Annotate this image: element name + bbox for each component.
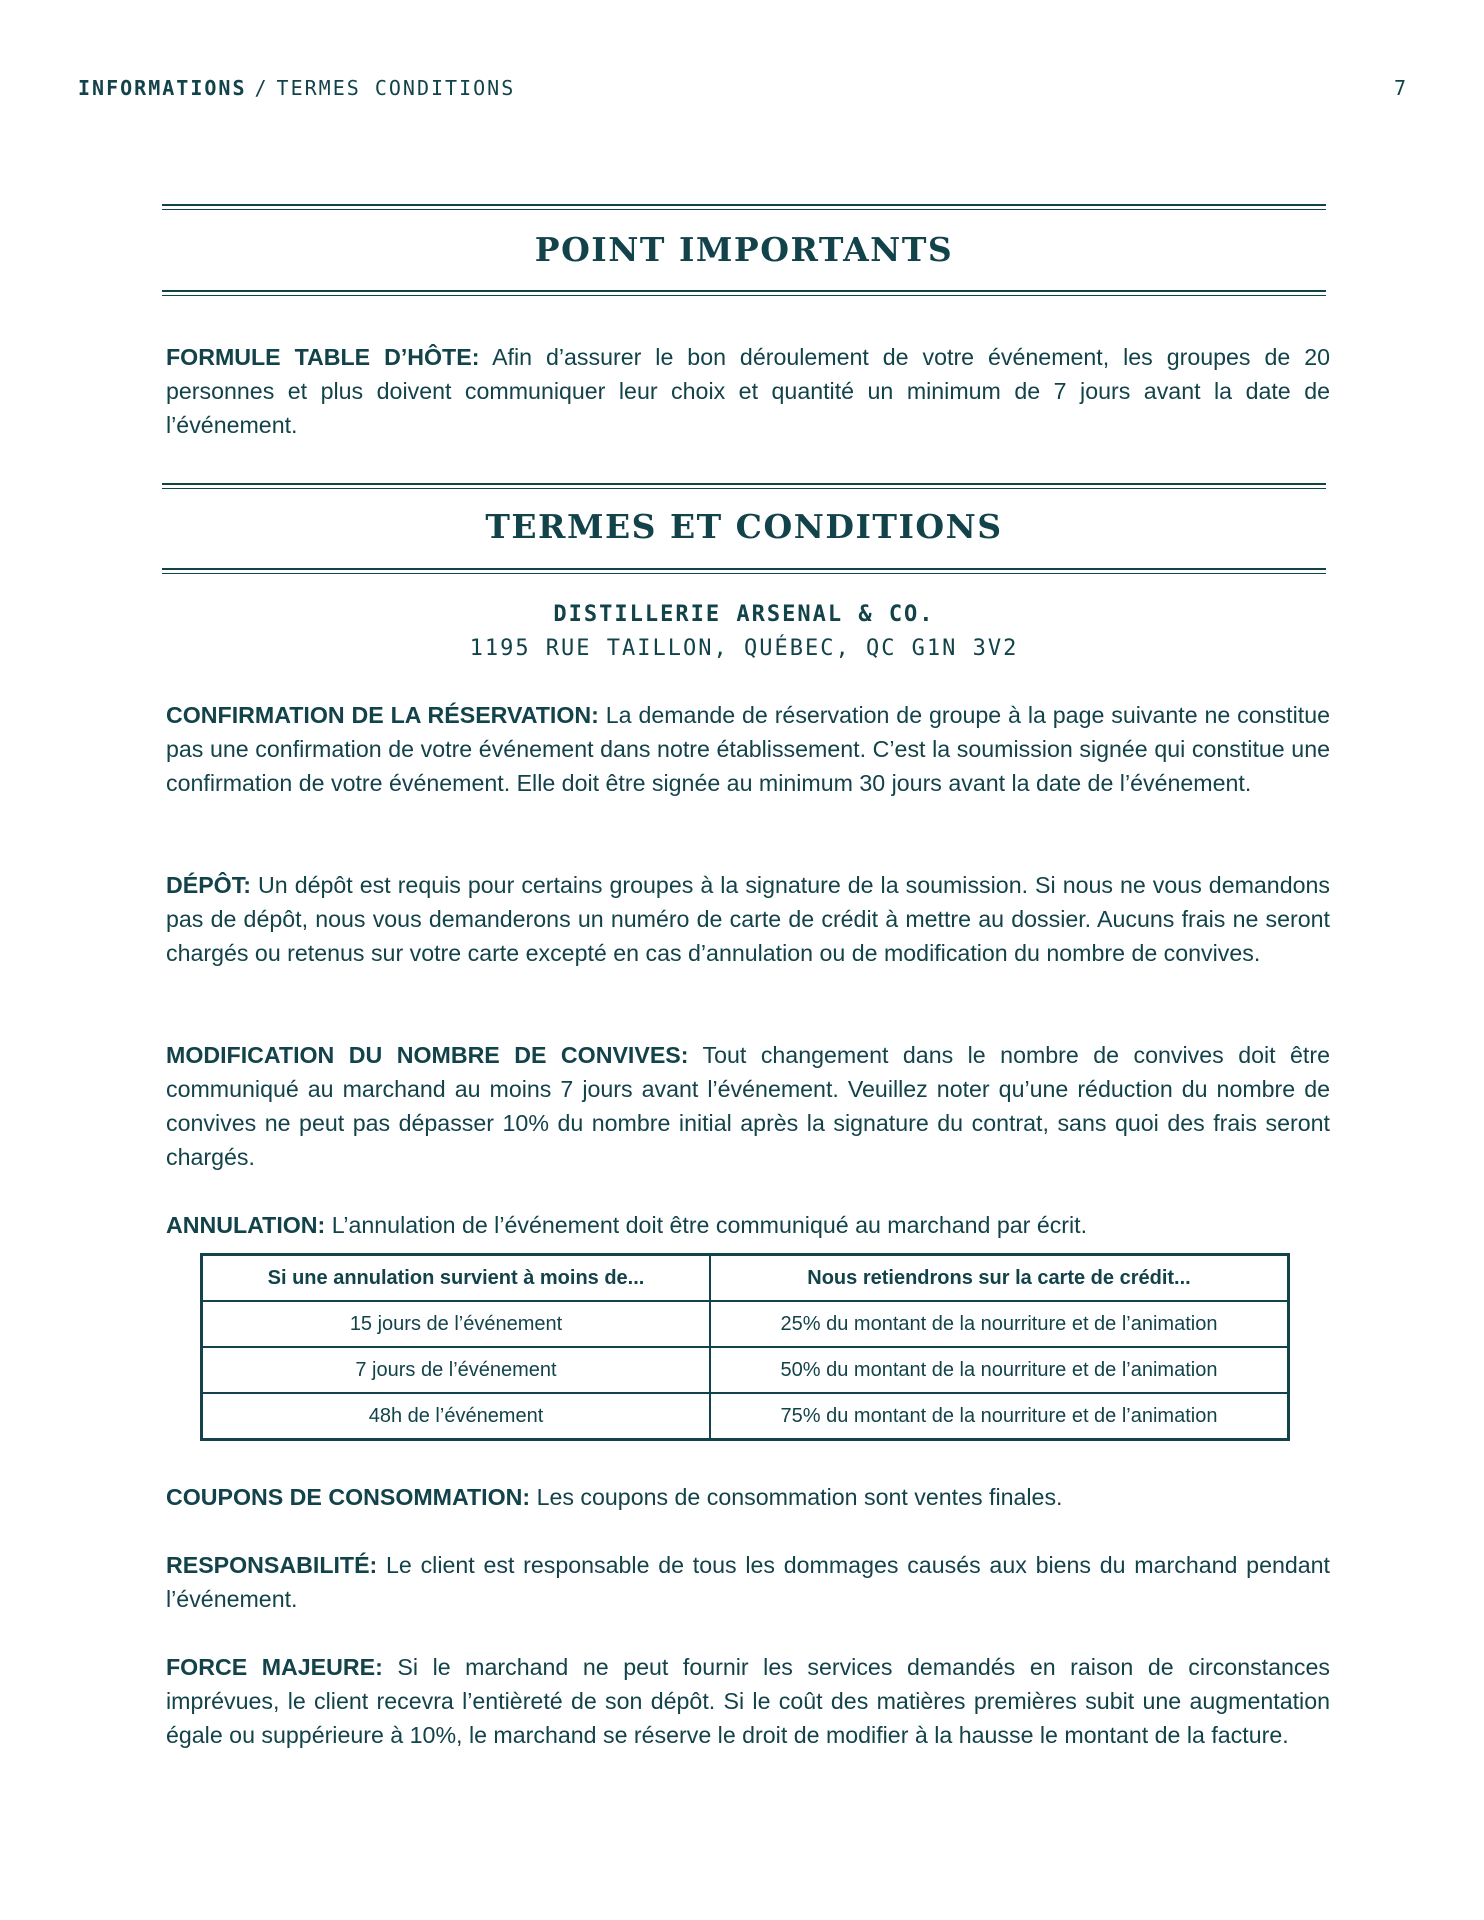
breadcrumb-separator: /: [254, 76, 269, 100]
formule-text: Afin d’assurer le bon déroulement de votre événement, les groupes de 20 personnes et plus doivent communiquer leur choix et quantité un minimum de 7 jours avant la date de l’événement.: [166, 344, 1330, 438]
formule-paragraph: [166, 340, 1330, 442]
table-row: [202, 1347, 1289, 1393]
annulation-label: ANNULATION:: [166, 1212, 326, 1238]
confirmation-paragraph: [166, 698, 1330, 800]
table-header-cell: Si une annulation survient à moins de...: [202, 1255, 711, 1302]
table-cell: 48h de l’événement: [202, 1393, 711, 1440]
depot-paragraph: [166, 868, 1330, 970]
table-cell: 25% du montant de la nourriture et de l’animation: [710, 1301, 1289, 1347]
coupons-paragraph: [166, 1480, 1330, 1514]
modification-text: Tout changement dans le nombre de convives doit être communiqué au marchand au moins 7 jours avant l’événement. Veuillez noter qu’une réduction du nombre de convives ne peut pas dépasser 10% du nombre initial après la signature du contrat, sans quoi des frais seront chargés.: [166, 1042, 1330, 1170]
important-section-title: POINT IMPORTANTS: [534, 230, 954, 269]
depot-text: Un dépôt est requis pour certains groupes à la signature de la soumission. Si nous ne vous demandons pas de dépôt, nous vous demanderons un numéro de carte de crédit à mettre au dossier. Aucuns frais ne seront chargés ou retenus sur votre carte excepté en cas d’annulation ou de modification du nombre de convives.: [166, 872, 1330, 966]
company-address: 1195 RUE TAILLON, QUÉBEC, QC G1N 3V2: [469, 636, 1019, 661]
breadcrumb-section: INFORMATIONS: [78, 76, 247, 100]
section-rule-bottom: [162, 290, 1326, 296]
section-rule-bottom: [162, 568, 1326, 574]
responsabilite-label: RESPONSABILITÉ:: [166, 1552, 378, 1578]
depot-label: DÉPÔT:: [166, 872, 252, 898]
table-row: [202, 1301, 1289, 1347]
modification-label: MODIFICATION DU NOMBRE DE CONVIVES:: [166, 1042, 689, 1068]
coupons-text: Les coupons de consommation sont ventes finales.: [530, 1484, 1063, 1510]
company-name: DISTILLERIE ARSENAL & CO.: [553, 602, 935, 627]
terms-section-title: TERMES ET CONDITIONS: [485, 507, 1003, 546]
table-cell: 7 jours de l’événement: [202, 1347, 711, 1393]
section-rule-top: [162, 483, 1326, 489]
breadcrumb: [78, 76, 515, 100]
annulation-paragraph: [166, 1208, 1330, 1242]
table-header-row: [202, 1255, 1289, 1302]
modification-paragraph: [166, 1038, 1330, 1174]
table-header-cell: Nous retiendrons sur la carte de crédit...: [710, 1255, 1289, 1302]
page-number: 7: [1393, 76, 1406, 100]
table-cell: 15 jours de l’événement: [202, 1301, 711, 1347]
formule-label: FORMULE TABLE D’HÔTE:: [166, 344, 480, 370]
annulation-text: L’annulation de l’événement doit être communiqué au marchand par écrit.: [325, 1212, 1088, 1238]
table-cell: 75% du montant de la nourriture et de l’animation: [710, 1393, 1289, 1440]
responsabilite-paragraph: [166, 1548, 1330, 1616]
cancellation-table: [200, 1253, 1290, 1441]
company-block: [162, 598, 1326, 666]
breadcrumb-subsection: TERMES CONDITIONS: [276, 76, 516, 100]
table-row: [202, 1393, 1289, 1440]
confirmation-label: CONFIRMATION DE LA RÉSERVATION:: [166, 702, 599, 728]
force-majeure-label: FORCE MAJEURE:: [166, 1654, 383, 1680]
confirmation-text: La demande de réservation de groupe à la page suivante ne constitue pas une confirmation de votre événement dans notre établissement. C’est la soumission signée qui constitue une confirmation de votre événement. Elle doit être signée au minimum 30 jours avant la date de l’événement.: [166, 702, 1330, 796]
force-majeure-paragraph: [166, 1650, 1330, 1752]
section-rule-top: [162, 204, 1326, 210]
coupons-label: COUPONS DE CONSOMMATION:: [166, 1484, 531, 1510]
table-cell: 50% du montant de la nourriture et de l’animation: [710, 1347, 1289, 1393]
force-majeure-text: Si le marchand ne peut fournir les services demandés en raison de circonstances imprévues, le client recevra l’entièreté de son dépôt. Si le coût des matières premières subit une augmentation égale ou suppérieure à 10%, le marchand se réserve le droit de modifier à la hausse le montant de la facture.: [166, 1654, 1330, 1748]
responsabilite-text: Le client est responsable de tous les dommages causés aux biens du marchand pendant l’événement.: [166, 1552, 1330, 1612]
